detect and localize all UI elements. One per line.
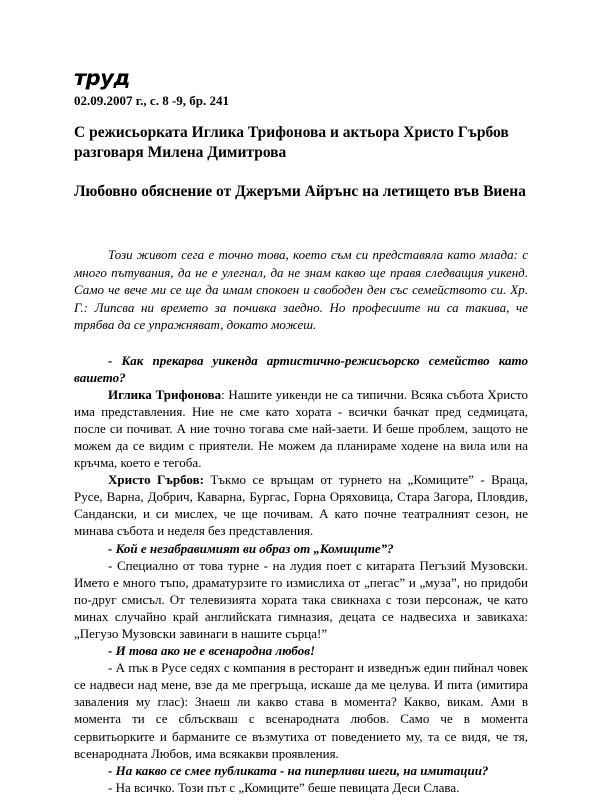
interview-question: - На какво се смее публиката - на пиперливи шеги, на имитации?	[108, 762, 489, 778]
interview-answer	[74, 471, 528, 539]
interview-question: - Как прекарва уикенда артистично-режисьорско семейство като вашето?	[74, 352, 528, 385]
answer-text: Тъкмо се връщам от турнето на „Комиците” - Враца, Русе, Варна, Добрич, Каварна, Бургас, Горна Оряховица, Стара Загора, Пловдив, Сандански, и си мислех, че ще почивам. А като почне театралният сезон, не минава събота и неделя без представления.	[74, 472, 528, 539]
interview-question: - И това ако не е всенародна любов!	[108, 643, 316, 659]
interview-question: - Кой е незабравимият ви образ от „Комиците”?	[108, 540, 394, 556]
interview-body	[74, 352, 528, 796]
interview-answer	[74, 386, 528, 471]
answer-text: - А пък в Русе седях с компания в ресторант и изведнъж един пийнал човек се надвеси над мене, взе да ме прегръща, искаше да ме целува. И пита (имитира заваления му глас): Знаеш ли какво става в момента? Какво, викам. Ами в момента ти се сблъскваш с всенародната любов. Само че в момента сервитьорките и барманите се възмутиха от поведението му, та се видя, че тя, всенародната Любов, има всякакви проявления.	[74, 660, 528, 761]
article	[74, 92, 528, 796]
intro-paragraph: Този живот сега е точно това, което съм си представяла като млада: с много пътувания, да не е улегнал, да не знам какво ще правя следващия уикенд. Само че вече ми се ще да имам спокоен и свободен ден със семейството си. Хр. Г.: Липсва ни времето за почивка заедно. Но професиите ни са такива, че трябва да се упражняват, докато можеш.	[74, 247, 528, 332]
article-subtitle: С режисьорката Иглика Трифонова и актьора Христо Гърбов разговаря Милена Димитрова	[74, 124, 509, 161]
article-title: Любовно обяснение от Джеръми Айрънс на летището във Виена	[74, 183, 526, 200]
interview-answer	[74, 659, 528, 762]
source-line: 02.09.2007 г., с. 8 -9, бр. 241	[74, 93, 230, 108]
answer-text: : Нашите уикенди не са типични. Всяка събота Христо има представления. Ние не сме като хората - всички бачкат пред седмицата, после си почиват. А ние точно тогава сме най-заети. И беше проблем, защото не можем да се видим с приятели. Не можем да планираме ходене на вила или на кръчма, което е тегоба.	[74, 386, 528, 471]
answer-text: - На всичко. Този път с „Комиците” беше певицата Деси Слава.	[108, 779, 460, 795]
answer-text: - Специално от това турне - на лудия поет с китарата Пегъзий Музовски. Името е много тъпо, драматурзите го измислиха от „пегас” и „муза”, но придоби по-друг смисъл. От телевизията хората така свикнаха с този персонаж, че като минах случайно край английската гимназия, децата се надвесиха и завикаха: „Пегузо Музовски завинаги в нашите сърца!”	[74, 557, 528, 641]
interview-answer	[74, 557, 528, 642]
interview-answer	[74, 779, 528, 796]
speaker-name: Христо Гърбов:	[108, 472, 204, 488]
newspaper-logo: труд	[74, 66, 130, 90]
speaker-name: Иглика Трифонова	[108, 386, 222, 402]
